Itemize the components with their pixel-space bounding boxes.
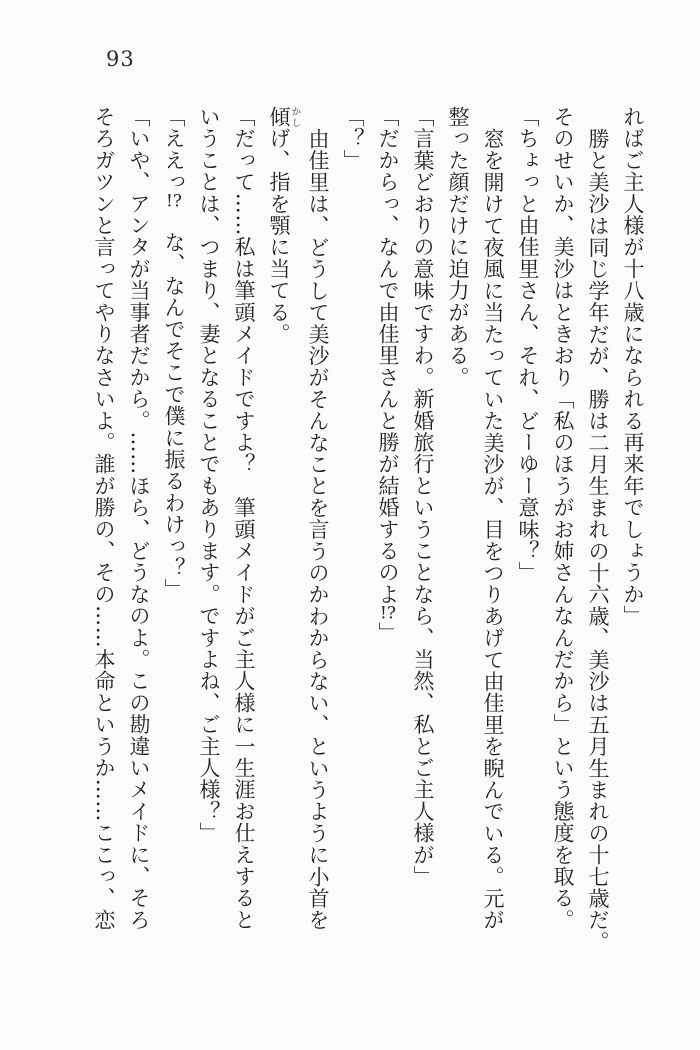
text-column-1: ればご主人様が十八歳になられる再来年でしょうか」	[621, 106, 645, 627]
text-column-11: 傾かしげ、指を顎に当てる。	[267, 106, 301, 345]
exclamation-question-mark: !?	[380, 605, 396, 623]
text-column-9: 「？」	[341, 106, 365, 172]
text-column-3: そのせいか、美沙はときおり「私のほうがお姉さんなんだから」という態度を取る。	[551, 106, 575, 931]
text-column-10: 由佳里は、どうして美沙がそんなことを言うのかわからない、というように小首を	[306, 128, 330, 931]
text-column-6: 整った顔だけに迫力がある。	[446, 106, 470, 389]
text-column-13: いうことは、つまり、妻となることでもあります。ですよね、ご主人様？」	[197, 106, 221, 844]
text-column-8: 「だからっ、なんで由佳里さんと勝が結婚するのよ!?」	[376, 106, 400, 644]
page-number: 93	[106, 47, 135, 71]
text-column-15: 「いや、アンタが当事者だから。……ほら、どうなのよ。この勘違いメイドに、そろ	[127, 106, 151, 931]
text-column-7: 「言葉どおりの意味ですわ。新婚旅行ということなら、当然、私とご主人様が」	[411, 106, 435, 888]
text-column-4: 「ちょっと由佳里さん、それ、どーゆー意味？」	[516, 106, 540, 584]
furigana: かし	[289, 106, 301, 128]
ruby-base: 傾かし	[267, 106, 301, 128]
text-column-12: 「だって……私は筆頭メイドですよ？ 筆頭メイドがご主人様に一生涯お仕えすると	[232, 106, 256, 931]
text-block	[86, 106, 650, 958]
text-column-5: 窓を開けて夜風に当たっていた美沙が、目をつりあげて由佳里を睨んでいる。元が	[481, 128, 505, 931]
text-column-2: 勝と美沙は同じ学年だが、勝は二月生まれの十六歳、美沙は五月生まれの十七歳だ。	[586, 128, 610, 953]
text-column-14: 「ええっ!? な、なんでそこで僕に振るわけっ？」	[162, 106, 186, 601]
exclamation-question-mark: !?	[166, 192, 182, 210]
text-column-16: そろガツンと言ってやりなさいよ。誰が勝の、その……本命というか……ここっ、恋	[92, 106, 116, 931]
